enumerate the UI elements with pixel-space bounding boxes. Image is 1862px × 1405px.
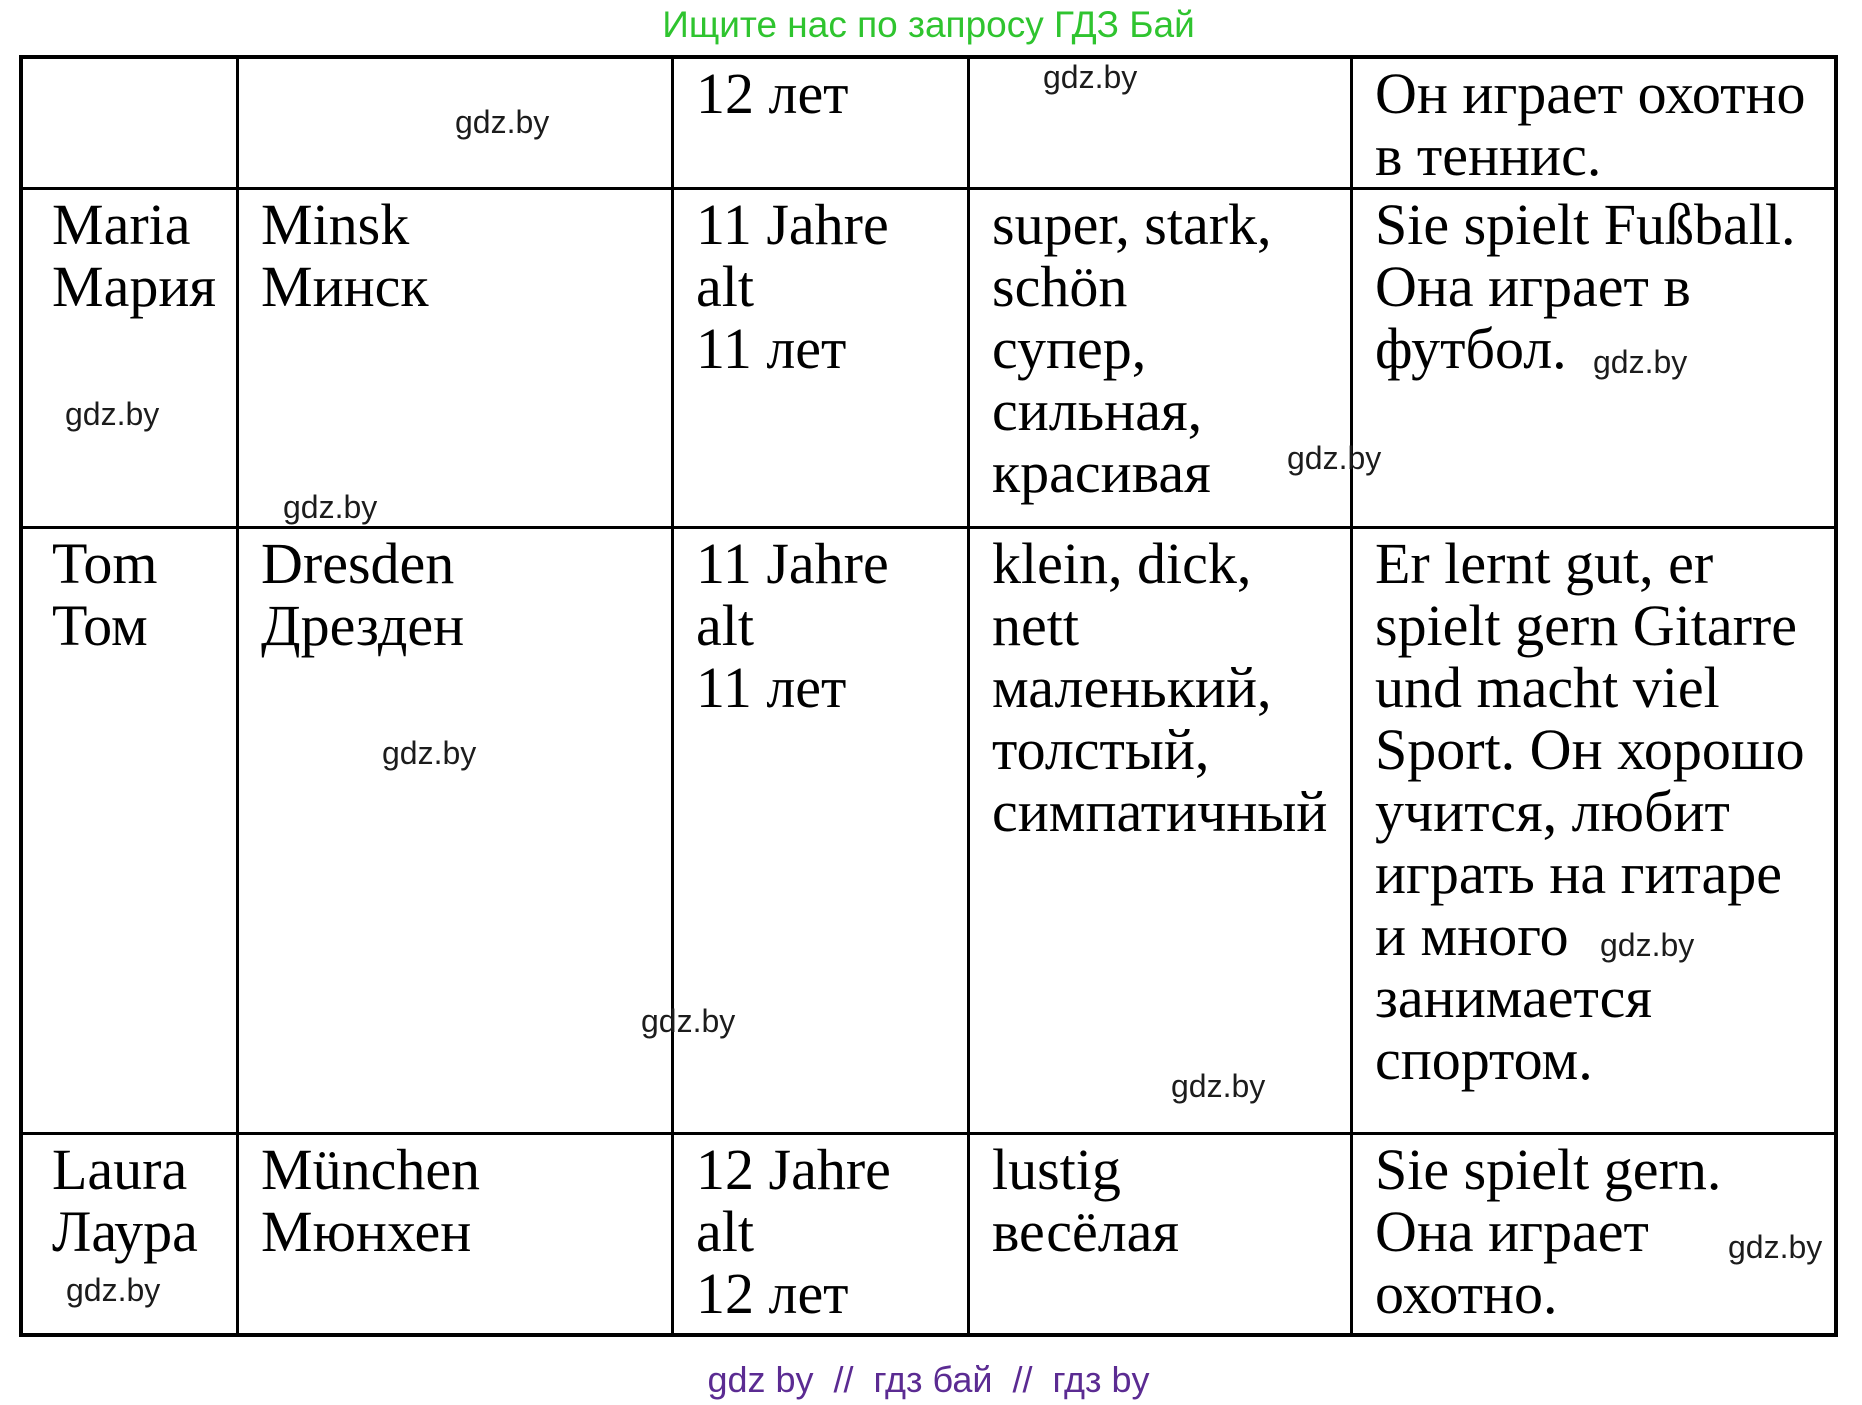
cell-line: сильная, (992, 378, 1203, 443)
cell-r2-c1 (23, 190, 239, 529)
cell-line: Он играет охотно (1375, 61, 1806, 126)
cell-line: alt (696, 1199, 754, 1264)
cell-line: супер, (992, 316, 1147, 381)
cell-line: Tom (52, 531, 158, 596)
cell-line: alt (696, 254, 754, 319)
footer-sitename: gdz by // гдз бай // гдз by (707, 1359, 1150, 1400)
answers-table (19, 55, 1838, 1337)
cell-line: 12 Jahre (696, 1137, 891, 1202)
cell-line: 11 Jahre (696, 192, 889, 257)
cell-line: Мария (52, 254, 217, 319)
cell-r3-c5 (1353, 529, 1834, 1135)
watermark-r4c5: gdz.by (1728, 1229, 1823, 1265)
cell-line: Sie spielt gern. (1375, 1137, 1722, 1202)
cell-line: маленький, (992, 655, 1272, 720)
cell-line: alt (696, 593, 754, 658)
cell-line: Она играет (1375, 1199, 1649, 1264)
cell-r4-c2 (239, 1135, 674, 1333)
watermark-r1c4: gdz.by (1043, 59, 1138, 95)
cell-line: 11 лет (696, 316, 847, 381)
cell-line: klein, dick, (992, 531, 1252, 596)
watermark-r2c5: gdz.by (1593, 344, 1688, 380)
cell-line: Er lernt gut, er (1375, 531, 1714, 596)
cell-line: Dresden (261, 531, 455, 596)
cell-r2-c3 (674, 190, 970, 529)
cell-r1-c5 (1353, 59, 1834, 190)
cell-line: Maria (52, 192, 191, 257)
cell-line: футбол. (1375, 316, 1567, 381)
cell-r1-c1 (23, 59, 239, 190)
cell-line: 11 Jahre (696, 531, 889, 596)
cell-line: учится, любит (1375, 779, 1730, 844)
watermark-r1c2: gdz.by (455, 104, 550, 140)
watermark-r2c1: gdz.by (65, 396, 160, 432)
promo-header: Ищите нас по запросу ГДЗ Бай (662, 4, 1195, 45)
cell-r4-c4 (970, 1135, 1353, 1333)
watermark-r3c4: gdz.by (1171, 1068, 1266, 1104)
cell-line: толстый, (992, 717, 1210, 782)
cell-line: Дрезден (261, 593, 465, 658)
cell-r1-c4 (970, 59, 1353, 190)
cell-line: 12 лет (696, 61, 849, 126)
cell-line: и много (1375, 903, 1569, 968)
cell-line: München (261, 1137, 481, 1202)
cell-line: Laura (52, 1137, 188, 1202)
cell-line: schön (992, 254, 1128, 319)
cell-line: Мюнхен (261, 1199, 472, 1264)
cell-r2-c2 (239, 190, 674, 529)
cell-line: Том (52, 593, 148, 658)
cell-line: Лаура (52, 1199, 198, 1264)
cell-line: охотно. (1375, 1261, 1558, 1326)
cell-r2-c4 (970, 190, 1353, 529)
cell-r3-c4 (970, 529, 1353, 1135)
cell-line: nett (992, 593, 1079, 658)
cell-line: спортом. (1375, 1027, 1593, 1092)
watermark-r4c1: gdz.by (66, 1272, 161, 1308)
watermark-r2c2: gdz.by (283, 489, 378, 525)
cell-r1-c3 (674, 59, 970, 190)
cell-line: красивая (992, 440, 1211, 505)
cell-line: spielt gern Gitarre (1375, 593, 1797, 658)
cell-line: Sie spielt Fußball. (1375, 192, 1796, 257)
cell-line: super, stark, (992, 192, 1272, 257)
cell-line: 11 лет (696, 655, 847, 720)
cell-line: und macht viel (1375, 655, 1720, 720)
cell-line: 12 лет (696, 1261, 849, 1326)
cell-line: Sport. Он хорошо (1375, 717, 1805, 782)
cell-r4-c3 (674, 1135, 970, 1333)
cell-line: весёлая (992, 1199, 1180, 1264)
cell-line: играть на гитаре (1375, 841, 1783, 906)
cell-line: симпатичный (992, 779, 1328, 844)
watermark-r2c4: gdz.by (1287, 440, 1382, 476)
cell-line: Она играет в (1375, 254, 1691, 319)
cell-line: Минск (261, 254, 429, 319)
cell-r3-c1 (23, 529, 239, 1135)
cell-line: в теннис. (1375, 123, 1602, 188)
cell-r3-c2 (239, 529, 674, 1135)
cell-line: Minsk (261, 192, 410, 257)
watermark-r3c5: gdz.by (1600, 927, 1695, 963)
cell-line: lustig (992, 1137, 1121, 1202)
cell-r3-c3 (674, 529, 970, 1135)
watermark-r3c2: gdz.by (382, 735, 477, 771)
watermark-r3c3: gdz.by (641, 1003, 736, 1039)
cell-line: занимается (1375, 965, 1653, 1030)
